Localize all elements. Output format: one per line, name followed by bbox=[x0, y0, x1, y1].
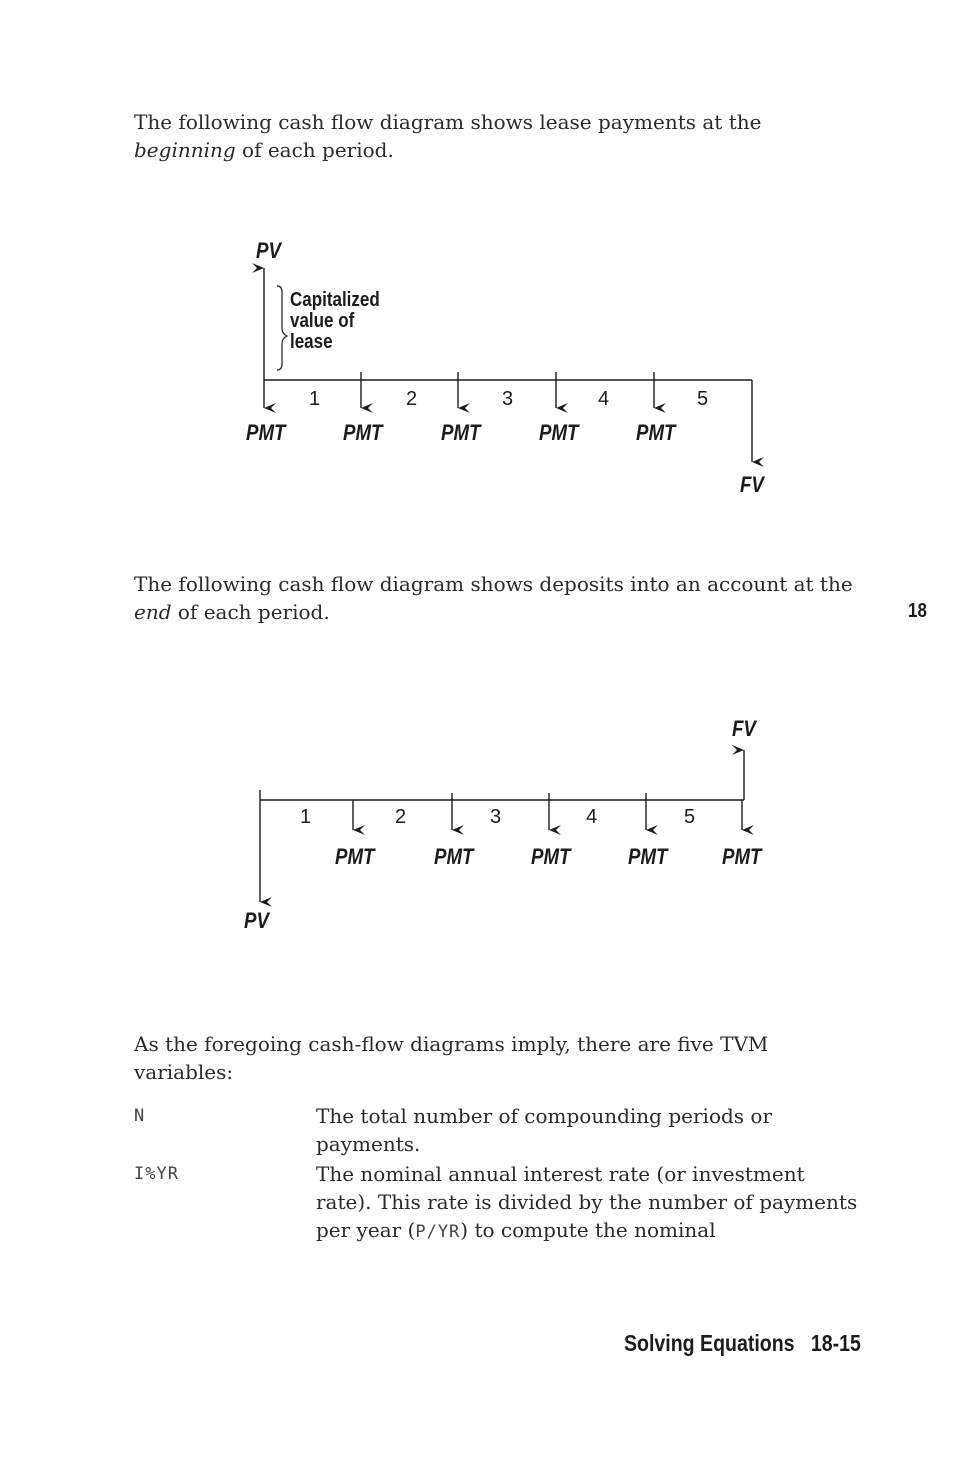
variable-desc-i-yr bbox=[316, 1160, 864, 1246]
pmt-label-2: PMT bbox=[441, 420, 481, 445]
pmt2-label-2: PMT bbox=[434, 844, 474, 869]
period2-4: 4 bbox=[586, 806, 598, 828]
pmt2-label-1: PMT bbox=[335, 844, 375, 869]
period2-2: 2 bbox=[395, 806, 407, 828]
footer-section: Solving Equations bbox=[624, 1330, 795, 1356]
i-yr-desc-text: The nominal annual interest rate (or investment rate). This rate is divided by the number of payments per year ( bbox=[316, 1162, 858, 1242]
period-4: 4 bbox=[598, 388, 610, 410]
pmt-label-3: PMT bbox=[539, 420, 579, 445]
cap-line-2: value of bbox=[290, 310, 355, 332]
pmt2-label-3: PMT bbox=[531, 844, 571, 869]
p-yr-code: P/YR bbox=[415, 1222, 461, 1242]
intro-1-text: The following cash flow diagram shows lease payments at the bbox=[134, 110, 762, 134]
cap-line-1: Capitalized bbox=[290, 289, 380, 311]
intro-2-text-end: of each period. bbox=[171, 600, 330, 624]
page-footer bbox=[624, 1330, 861, 1357]
chapter-tab: 18 bbox=[908, 600, 927, 622]
intro-2-emphasis: end bbox=[134, 600, 172, 624]
period-5: 5 bbox=[697, 388, 709, 410]
footer-page-number: 18-15 bbox=[810, 1330, 861, 1356]
intro-2-text: The following cash flow diagram shows deposits into an account at the bbox=[134, 572, 853, 596]
capitalized-brace bbox=[277, 286, 287, 370]
intro-1-text-end: of each period. bbox=[235, 138, 394, 162]
fv-label-2: FV bbox=[732, 716, 756, 741]
intro-paragraph-2 bbox=[134, 570, 884, 626]
intro-paragraph-3: As the foregoing cash-flow diagrams imply, there are five TVM variables: bbox=[134, 1032, 769, 1084]
pv-label-2: PV bbox=[244, 908, 269, 933]
variable-desc-n: The total number of compounding periods or payments. bbox=[316, 1104, 773, 1156]
period2-5: 5 bbox=[684, 806, 696, 828]
pmt-label-0: PMT bbox=[246, 420, 286, 445]
period-2: 2 bbox=[406, 388, 418, 410]
pmt-label-1: PMT bbox=[343, 420, 383, 445]
intro-1-emphasis: beginning bbox=[134, 138, 236, 162]
variable-name-i-yr: I%YR bbox=[134, 1164, 179, 1184]
i-yr-desc-text-end: ) to compute the nominal bbox=[460, 1218, 716, 1242]
period-1: 1 bbox=[309, 388, 321, 410]
pmt2-label-5: PMT bbox=[722, 844, 762, 869]
pv-label: PV bbox=[256, 238, 281, 263]
capitalized-value-label bbox=[290, 290, 380, 353]
cap-line-3: lease bbox=[290, 331, 333, 353]
pmt2-label-4: PMT bbox=[628, 844, 668, 869]
period2-3: 3 bbox=[490, 806, 502, 828]
pmt-label-4: PMT bbox=[636, 420, 676, 445]
period2-1: 1 bbox=[300, 806, 312, 828]
variable-name-n: N bbox=[134, 1106, 146, 1126]
period-3: 3 bbox=[502, 388, 514, 410]
fv-label: FV bbox=[740, 472, 764, 497]
